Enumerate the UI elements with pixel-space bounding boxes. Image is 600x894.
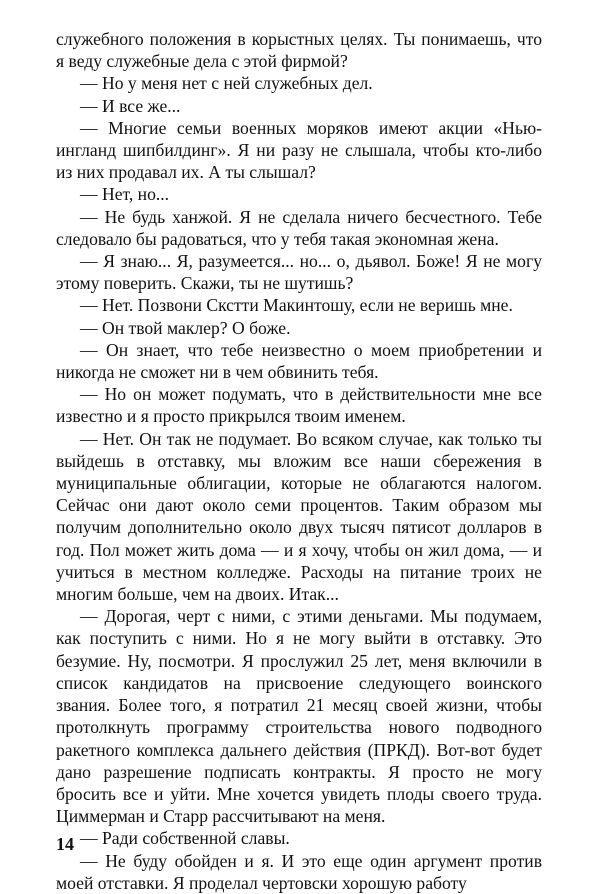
page-body [56,28,542,894]
paragraph-12: — Нет. Он так не подумает. Во всяком случае, как только ты выйдешь в отставку, мы вложим все наши сбережения в муниципальные облигации, которые не облагаются налогом. Сейчас они дают около семи процентов. Таким образом мы получим дополнительно около двух тысяч пятисот долларов в год. Пол может жить дома — и я хочу, чтобы он жил дома, — и учиться в местном колледже. Расходы на питание троих не многим больше, чем на двоих. Итак... [56,428,542,605]
paragraph-3: — И все же... [80,95,181,116]
paragraph-10: — Он знает, что тебе неизвестно о моем приобретении и никогда не сможет ни в чем обвинить тебя. [56,339,542,383]
paragraph-8: — Нет. Позвони Скстти Макинтошу, если не веришь мне. [80,295,513,316]
paragraph-13: — Дорогая, черт с ними, с этими деньгами. Мы подумаем, как поступить с ними. Но я не могу выйти в отставку. Это безумие. Ну, посмотри. Я прослужил 25 лет, меня включили в список кандидатов на присвоение следующего воинского звания. Более того, я потратил 21 месяц своей жизни, чтобы протолкнуть программу строительства нового подводного ракетного комплекса дальнего действия (ПРКД). Вот-вот будет дано разрешение подписать контракты. Я просто не могу бросить все и уйти. Мне хочется увидеть плоды своего труда. Циммерман и Старр рассчитывают на меня. [56,606,542,827]
paragraph-2: — Но у меня нет с ней служебных дел. [80,73,373,94]
paragraph-4: — Многие семьи военных моряков имеют акции «Нью-ингланд шипбилдинг». Я ни разу не слышала, чтобы кто-либо из них продавал их. А ты слышал? [56,117,542,183]
paragraph-15: — Не буду обойден и я. И это еще один аргумент против моей отставки. Я проделал чертовски хорошую работу [56,850,542,893]
paragraph-6: — Не будь ханжой. Я не сделала ничего бесчестного. Тебе следовало бы радоваться, что у тебя такая экономная жена. [56,206,542,249]
paragraph-7: — Я знаю... Я, разумеется... но... о, дьявол. Боже! Я не могу этому поверить. Скажи, ты не шутишь? [56,251,542,294]
paragraph-11: — Но он может подумать, что в действительности мне все известно и я просто прикрылся твоим именем. [56,384,542,427]
paragraph-1: служебного положения в корыстных целях. Ты понимаешь, что я веду служебные дела с этой фирмой? [56,29,542,72]
paragraph-9: — Он твой маклер? О боже. [80,317,291,338]
paragraph-14: — Ради собственной славы. [80,828,290,849]
page-number: 14 [56,834,74,854]
paragraph-5: — Нет, но... [80,184,170,205]
